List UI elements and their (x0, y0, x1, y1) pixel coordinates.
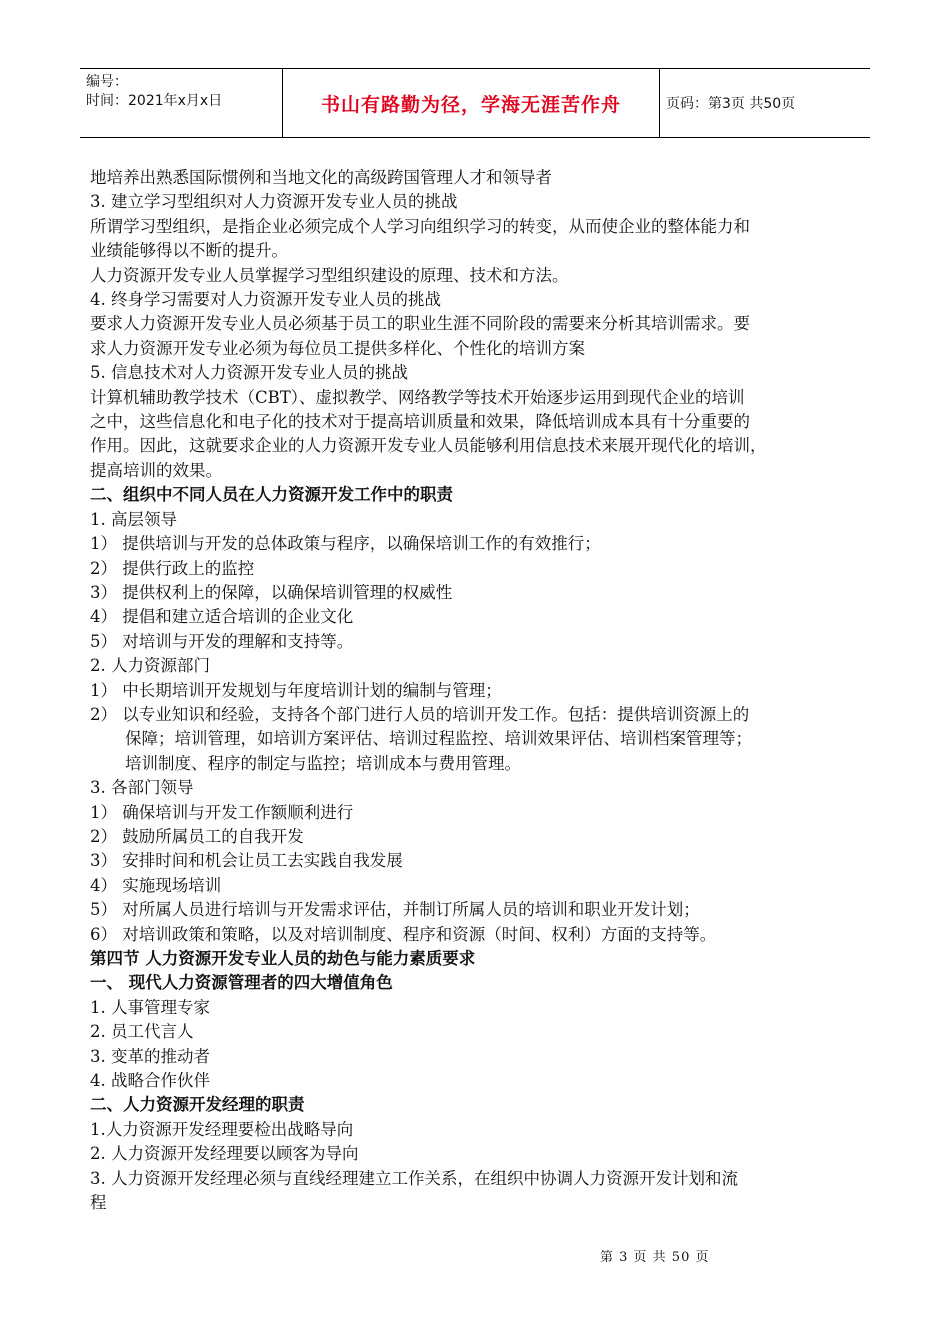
list-item: 2） 鼓励所属员工的自我开发 (90, 826, 304, 846)
list-item: 2. 人力资源开发经理要以顾客为导向 (90, 1144, 359, 1164)
list-item-continuation: 培训制度、程序的制定与监控；培训成本与费用管理。 (125, 753, 521, 773)
subheading: 2. 人力资源部门 (90, 656, 210, 676)
body-line: 求人力资源开发专业必须为每位员工提供多样化、个性化的培训方案 (90, 338, 585, 358)
list-item: 1） 确保培训与开发工作额顺利进行 (90, 802, 354, 822)
list-item: 1） 提供培训与开发的总体政策与程序，以确保培训工作的有效推行； (90, 534, 601, 554)
list-item: 2. 员工代言人 (90, 1022, 194, 1042)
body-line: 作用。因此，这就要求企业的人力资源开发专业人员能够利用信息技术来展开现代化的培训， (90, 436, 767, 456)
body-line: 业绩能够得以不断的提升。 (90, 241, 288, 261)
body-line: 人力资源开发专业人员掌握学习型组织建设的原理、技术和方法。 (90, 265, 569, 285)
list-item: 2） 以专业知识和经验，支持各个部门进行人员的培训开发工作。包括：提供培训资源上的 (90, 704, 750, 724)
body-line: 提高培训的效果。 (90, 460, 222, 480)
list-item: 4） 提倡和建立适合培训的企业文化 (90, 607, 354, 627)
list-item: 4） 实施现场培训 (90, 875, 222, 895)
document-date: 时间：2021年x月x日 (86, 93, 223, 109)
header-page-info: 页码：第3页 共50页 (666, 96, 796, 112)
list-item-continuation: 程 (90, 1193, 107, 1213)
list-item: 3. 变革的推动者 (90, 1046, 210, 1066)
section-heading: 第四节 人力资源开发专业人员的劫色与能力素质要求 (90, 949, 476, 968)
section-heading: 二、人力资源开发经理的职责 (90, 1095, 305, 1115)
subheading: 5. 信息技术对人力资源开发专业人员的挑战 (90, 363, 408, 383)
list-item: 2） 提供行政上的监控 (90, 558, 255, 578)
list-item: 1. 人事管理专家 (90, 997, 210, 1017)
subheading: 1. 高层领导 (90, 509, 177, 529)
page-header (80, 68, 870, 138)
list-item-continuation: 保障；培训管理，如培训方案评估、培训过程监控、培训效果评估、培训档案管理等； (125, 729, 752, 749)
section-heading: 一、 现代人力资源管理者的四大增值角色 (90, 973, 393, 993)
list-item: 4. 战略合作伙伴 (90, 1071, 210, 1091)
body-line: 之中，这些信息化和电子化的技术对于提高培训质量和效果，降低培训成本具有十分重要的 (90, 412, 750, 432)
subheading: 3. 各部门领导 (90, 778, 194, 798)
subheading: 4. 终身学习需要对人力资源开发专业人员的挑战 (90, 290, 441, 310)
page-footer: 第 3 页 共 50 页 (600, 1250, 710, 1265)
body-line: 要求人力资源开发专业人员必须基于员工的职业生涯不同阶段的需要来分析其培训需求。要 (90, 314, 750, 334)
header-meta (80, 69, 282, 137)
body-line: 地培养出熟悉国际惯例和当地文化的高级跨国管理人才和领导者 (90, 168, 552, 187)
list-item: 3. 人力资源开发经理必须与直线经理建立工作关系，在组织中协调人力资源开发计划和流 (90, 1168, 738, 1188)
document-number: 编号： (86, 74, 128, 90)
list-item: 5） 对培训与开发的理解和支持等。 (90, 631, 354, 651)
header-motto: 书山有路勤为径，学海无涯苦作舟 (282, 69, 660, 137)
subheading: 3. 建立学习型组织对人力资源开发专业人员的挑战 (90, 192, 458, 212)
section-heading: 二、组织中不同人员在人力资源开发工作中的职责 (90, 485, 453, 505)
list-item: 3） 提供权利上的保障，以确保培训管理的权威性 (90, 582, 453, 602)
body-line: 所谓学习型组织，是指企业必须完成个人学习向组织学习的转变，从而使企业的整体能力和 (90, 216, 750, 236)
document-body (90, 166, 872, 1215)
body-line: 计算机辅助教学技术（CBT）、虚拟教学、网络教学等技术开始逐步运用到现代企业的培训 (90, 387, 745, 407)
list-item: 1） 中长期培训开发规划与年度培训计划的编制与管理； (90, 680, 502, 700)
list-item: 1.人力资源开发经理要检出战略导向 (90, 1119, 354, 1139)
list-item: 6） 对培训政策和策略，以及对培训制度、程序和资源（时间、权利）方面的支持等。 (90, 924, 717, 944)
list-item: 5） 对所属人员进行培训与开发需求评估，并制订所属人员的培训和职业开发计划； (90, 900, 700, 920)
list-item: 3） 安排时间和机会让员工去实践自我发展 (90, 851, 403, 871)
